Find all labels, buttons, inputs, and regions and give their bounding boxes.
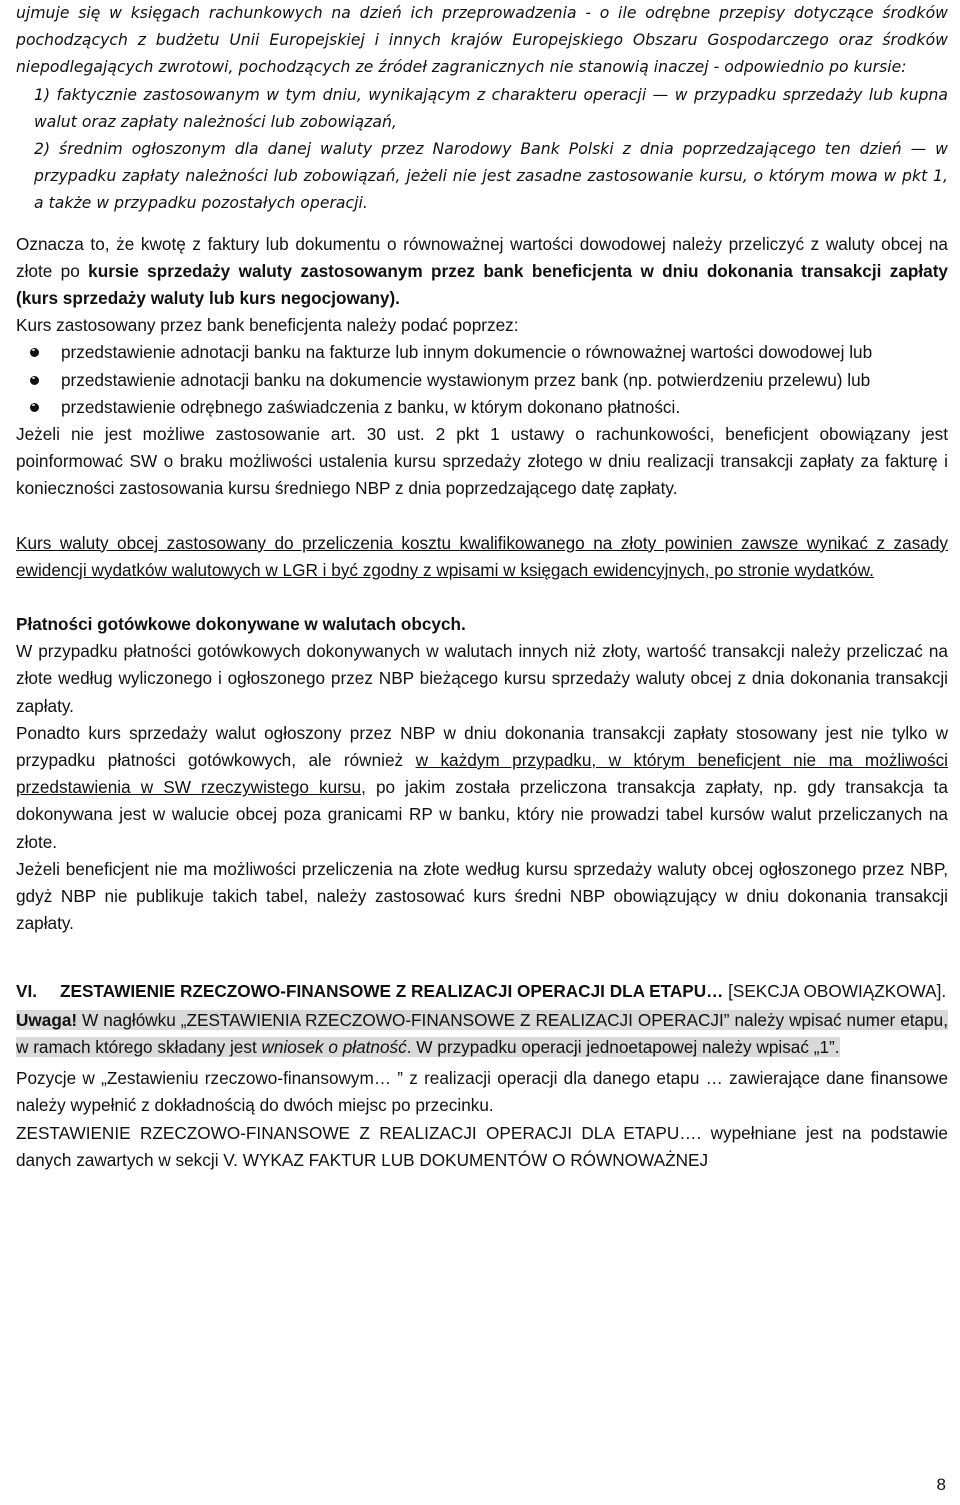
uwaga-highlight	[16, 1010, 948, 1057]
paragraph-platnosci-2	[16, 720, 948, 856]
paragraph-kurs-underlined: Kurs waluty obcej zastosowany do przeliczenia kosztu kwalifikowanego na złoty powinien zawsze wynikać z zasady ewidencji wydatków walutowych w LGR i być zgodny z wpisami w księgach ewidencyjnych, po stronie wydatków.	[16, 532, 948, 580]
bullet-icon	[30, 403, 39, 412]
italic-intro: ujmuje się w księgach rachunkowych na dzień ich przeprowadzenia - o ile odrębne przepisy dotyczące środków pochodzących z budżetu Unii Europejskiej i innych krajów Europejskiego Obszaru Gospodarczego oraz środków niepodlegających zwrotowi, pochodzących ze źródeł zagranicznych nie stanowią inaczej - odpowiednio po kursie:	[16, 4, 948, 77]
italic-item-1: 1) faktycznie zastosowanym w tym dniu, wynikającym z charakteru operacji — w przypadku sprzedaży lub kupna walut oraz zapłaty należności lub zobowiązań,	[34, 85, 948, 131]
section-vi-number: VI.	[16, 980, 38, 1001]
platnosci-2-underlined: w każdym przypadku, w którym beneficjent nie ma możliwości przedstawienia w SW rzeczywistego kursu	[16, 750, 948, 798]
paragraph-uwaga	[16, 1007, 948, 1061]
section-vi-heading	[16, 978, 948, 1005]
paragraph-platnosci-1: W przypadku płatności gotówkowych dokonywanych w walutach innych niż złoty, wartość transakcji należy przeliczać na złote według wyliczonego i ogłoszonego przez NBP bieżącego kursu sprzedaży waluty obcej z dnia dokonania transakcji zapłaty.	[16, 641, 948, 716]
italic-list	[16, 82, 948, 218]
uwaga-text-2: . W przypadku operacji jednoetapowej należy wpisać „1”.	[406, 1036, 840, 1057]
bullet-item-2	[16, 367, 948, 394]
uwaga-italic: wniosek o płatność	[261, 1036, 407, 1057]
uwaga-label: Uwaga!	[16, 1009, 78, 1030]
bullet-item-3	[16, 394, 948, 421]
bullet-icon	[30, 348, 39, 357]
bullet-icon	[30, 376, 39, 385]
bullet-text-3: przedstawienie odrębnego zaświadczenia z banku, w którym dokonano płatności.	[61, 396, 681, 417]
oznacza-bold: kursie sprzedaży waluty zastosowanym przez bank beneficjenta w dniu dokonania transakcji zapłaty (kurs sprzedaży waluty lub kurs negocjowany).	[16, 260, 948, 309]
section-vi-title: ZESTAWIENIE RZECZOWO-FINANSOWE Z REALIZACJI OPERACJI DLA ETAPU…	[60, 980, 724, 1001]
paragraph-kurs-intro: Kurs zastosowany przez bank beneficjenta należy podać poprzez:	[16, 315, 519, 336]
section-vi-title-wrap	[60, 978, 948, 1005]
uwaga-text-1: W nagłówku „ZESTAWIENIA RZECZOWO-FINANSOWE Z REALIZACJI OPERACJI” należy wpisać numer etapu, w ramach którego składany jest	[16, 1009, 948, 1057]
paragraph-platnosci-3: Jeżeli beneficjent nie ma możliwości przeliczenia na złote według kursu sprzedaży waluty obcej ogłoszonego przez NBP, gdyż NBP nie publikuje takich tabel, należy zastosować kurs średni NBP obowiązujący w dniu dokonania transakcji zapłaty.	[16, 858, 948, 934]
platnosci-2-text-b: , po jakim została przeliczona transakcja zapłaty, np. gdy transakcja ta dokonywana jest w walucie obcej poza granicami RP w banku, który nie prowadzi tabel kursów walut przeliczanych na złote.	[16, 777, 948, 852]
paragraph-pozycje: Pozycje w „Zestawieniu rzeczowo-finansowym… ” z realizacji operacji dla danego etapu … zawierające dane finansowe należy wypełnić z dokładnością do dwóch miejsc po przecinku.	[16, 1068, 948, 1116]
paragraph-jezeli: Jeżeli nie jest możliwe zastosowanie art. 30 ust. 2 pkt 1 ustawy o rachunkowości, beneficjent obowiązany jest poinformować SW o braku możliwości ustalenia kursu sprzedaży złotego w dniu realizacji transakcji zapłaty za fakturę i konieczności zastosowania kursu średniego NBP z dnia poprzedzającego datę zapłaty.	[16, 424, 948, 499]
section-vi-suffix: [SEKCJA OBOWIĄZKOWA].	[723, 980, 947, 1001]
paragraph-zestawienie: ZESTAWIENIE RZECZOWO-FINANSOWE Z REALIZACJI OPERACJI DLA ETAPU…. wypełniane jest na podstawie danych zawartych w sekcji V. WYKAZ FAKTUR LUB DOKUMENTÓW O RÓWNOWAŻNEJ	[16, 1122, 948, 1170]
oznacza-text: Oznacza to, że kwotę z faktury lub dokumentu o równoważnej wartości dowodowej należy przeliczyć z waluty obcej na złote po	[16, 233, 948, 281]
italic-item-2: 2) średnim ogłoszonym dla danej waluty przez Narodowy Bank Polski z dnia poprzedzającego ten dzień — w przypadku zapłaty należności lub zobowiązań, jeżeli nie jest zasadne zastosowanie kursu, o którym mowa w pkt 1, a także w przypadku pozostałych operacji.	[34, 140, 948, 213]
paragraph-oznacza	[16, 231, 948, 313]
page-number: 8	[936, 1475, 946, 1494]
platnosci-2-text-a: Ponadto kurs sprzedaży walut ogłoszony przez NBP w dniu dokonania transakcji zapłaty stosowany jest nie tylko w przypadku płatności gotówkowych, ale również	[16, 722, 948, 771]
bullet-text-1: przedstawienie adnotacji banku na fakturze lub innym dokumencie o równoważnej wartości dowodowej lub	[61, 342, 873, 363]
document-page	[16, 0, 948, 1174]
bullet-text-2: przedstawienie adnotacji banku na dokumencie wystawionym przez bank (np. potwierdzeniu przelewu) lub	[61, 369, 871, 390]
heading-platnosci: Płatności gotówkowe dokonywane w walutach obcych.	[16, 614, 466, 635]
bullet-item-1	[16, 339, 948, 366]
